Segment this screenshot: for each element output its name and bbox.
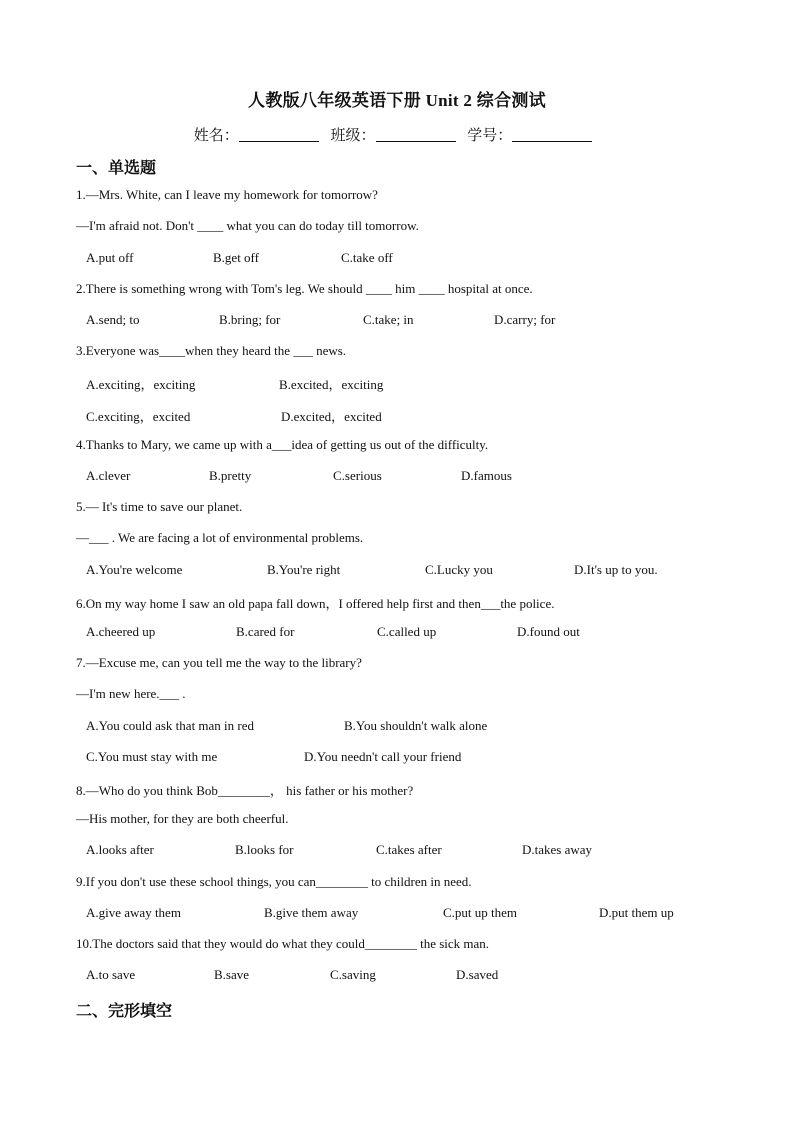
question-2-options [86, 312, 726, 330]
option-c: C.serious [333, 468, 382, 483]
question-8-text: 8.—Who do you think Bob________， his father or his mother? [76, 783, 414, 798]
option-d: D.takes away [522, 842, 593, 857]
section-heading-cloze: 二、完形填空 [76, 1003, 173, 1020]
option-c: C.called up [377, 624, 437, 639]
question-7-text: 7.—Excuse me, can you tell me the way to the library? [76, 655, 362, 670]
option-c: C.take off [341, 250, 393, 265]
id-blank [512, 127, 592, 142]
question-6-options [86, 624, 726, 642]
option-a: A.You could ask that man in red [86, 718, 255, 733]
option-c: C.put up them [443, 905, 518, 920]
option-a: A.to save [86, 967, 136, 982]
option-c: C.Lucky you [425, 562, 493, 577]
option-d: D.famous [461, 468, 512, 483]
option-d: D.put them up [599, 905, 674, 920]
student-info-line [0, 124, 794, 145]
option-a: A.clever [86, 468, 131, 483]
option-a: A.put off [86, 250, 134, 265]
question-9-text: 9.If you don't use these school things, you can________ to children in need. [76, 874, 472, 889]
option-b: B.get off [213, 250, 259, 265]
question-8-text-2: —His mother, for they are both cheerful. [76, 811, 289, 826]
question-7-options-row-1 [86, 718, 726, 736]
class-blank [376, 127, 456, 142]
question-7-options-row-2 [86, 749, 726, 767]
option-b: B.bring; for [219, 312, 281, 327]
question-5-options [86, 562, 726, 580]
option-a: A.exciting，exciting [86, 377, 196, 392]
option-b: B.looks for [235, 842, 294, 857]
question-2-text: 2.There is something wrong with Tom's leg. We should ____ him ____ hospital at once. [76, 281, 533, 296]
option-d: D.found out [517, 624, 580, 639]
question-3-options-row-1 [86, 374, 726, 392]
option-c: C.take; in [363, 312, 414, 327]
option-c: C.saving [330, 967, 376, 982]
question-1-text: 1.—Mrs. White, can I leave my homework for tomorrow? [76, 187, 378, 202]
class-label: 班级： [330, 128, 376, 144]
option-c: C.exciting，excited [86, 409, 191, 424]
option-c: C.You must stay with me [86, 749, 218, 764]
option-d: D.You needn't call your friend [304, 749, 462, 764]
option-b: B.save [214, 967, 250, 982]
name-label: 姓名： [193, 128, 239, 144]
question-3-text: 3.Everyone was____when they heard the ___ news. [76, 343, 347, 358]
option-d: D.saved [456, 967, 499, 982]
option-b: B.give them away [264, 905, 359, 920]
option-b: B.pretty [209, 468, 252, 483]
option-d: D.carry; for [494, 312, 556, 327]
option-b: B.You're right [267, 562, 341, 577]
option-b: B.You shouldn't walk alone [344, 718, 488, 733]
name-blank [239, 127, 319, 142]
option-a: A.You're welcome [86, 562, 183, 577]
question-9-options [86, 905, 726, 923]
option-d: D.excited，excited [281, 409, 382, 424]
question-4-text: 4.Thanks to Mary, we came up with a___idea of getting us out of the difficulty. [76, 437, 489, 452]
page-title: 人教版八年级英语下册 Unit 2 综合测试 [248, 91, 546, 110]
question-10-text: 10.The doctors said that they would do what they could________ the sick man. [76, 936, 490, 951]
section-heading-single-choice: 一、单选题 [76, 160, 157, 177]
option-c: C.takes after [376, 842, 442, 857]
question-6-text: 6.On my way home I saw an old papa fall down，I offered help first and then___the police. [76, 596, 555, 611]
question-3-options-row-2 [86, 406, 726, 424]
option-a: A.give away them [86, 905, 181, 920]
question-4-options [86, 468, 726, 486]
option-a: A.cheered up [86, 624, 156, 639]
id-label: 学号： [467, 128, 513, 144]
question-1-text-2: —I'm afraid not. Don't ____ what you can do today till tomorrow. [76, 218, 419, 233]
question-5-text: 5.— It's time to save our planet. [76, 499, 243, 514]
question-8-options [86, 842, 726, 860]
question-5-text-2: —___ . We are facing a lot of environmental problems. [76, 530, 364, 545]
question-1-options [86, 250, 726, 268]
question-10-options [86, 967, 726, 985]
option-b: B.excited，exciting [279, 377, 384, 392]
option-a: A.looks after [86, 842, 154, 857]
option-b: B.cared for [236, 624, 295, 639]
option-a: A.send; to [86, 312, 140, 327]
option-d: D.It's up to you. [574, 562, 658, 577]
question-7-text-2: —I'm new here.___ . [76, 686, 186, 701]
